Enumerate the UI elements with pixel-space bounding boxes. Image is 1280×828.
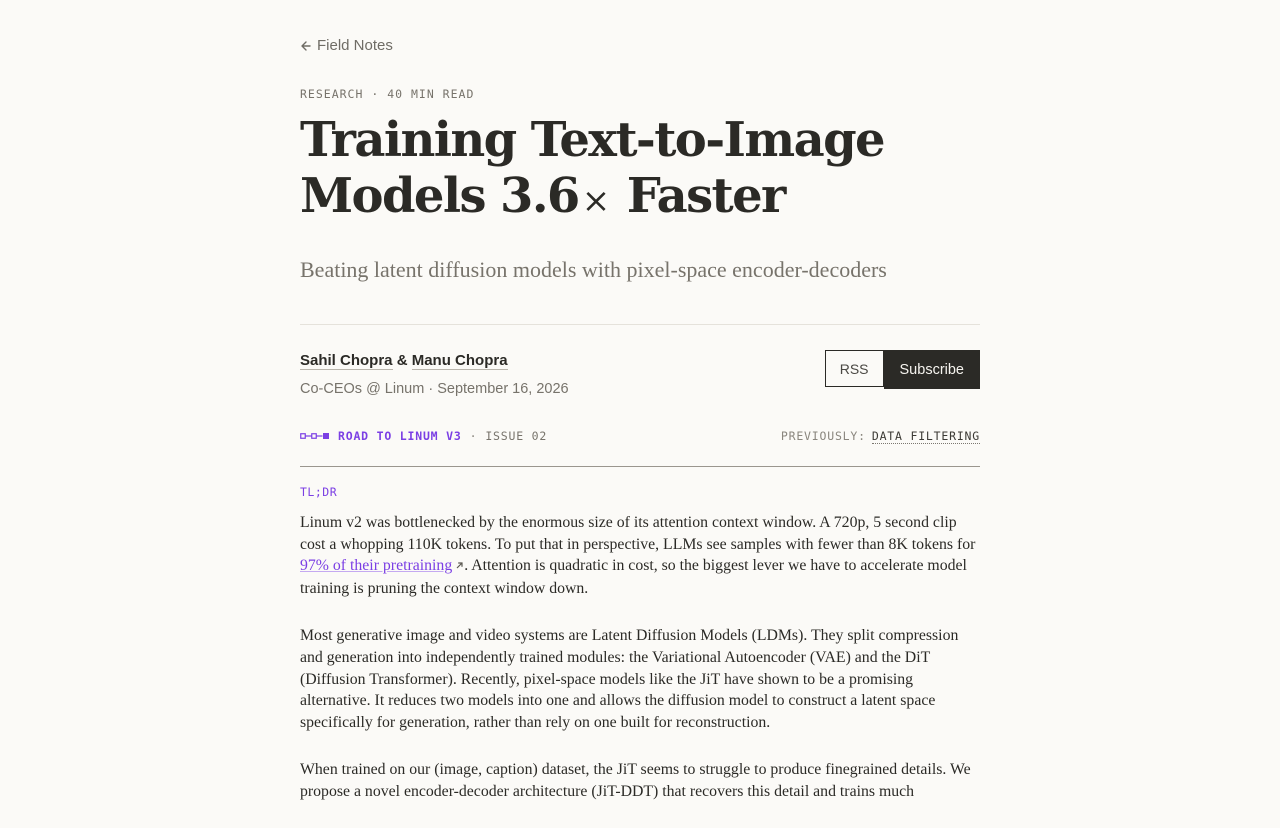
author-joiner: & [396,352,408,369]
paragraph-text: Linum v2 was bottlenecked by the enormous size of its attention context window. A 720p, 5 second clip cost a whopping 110K tokens. To put that in perspective, LLMs see samples with fewer than 8K tokens for [300,514,976,553]
byline-meta [300,381,569,397]
previously [781,429,980,444]
external-link-icon [455,559,464,573]
paragraph: Most generative image and video systems are Latent Diffusion Models (LDMs). They split compression and generation into independently trained modules: the Variational Autoencoder (VAE) and the DiT (Diffusion Transformer). Recently, pixel-space models like the JiT have shown to be a promising alternative. It reduces two models into one and allows the diffusion model to construct a latent space specifically for generation, rather than rely on one built for reconstruction. [300,627,959,732]
back-link-label: Field Notes [317,37,393,54]
kicker-separator: · [371,87,380,101]
arrow-left-icon [300,40,312,52]
issue-number: ISSUE 02 [485,429,548,443]
previously-label: PREVIOUSLY: [780,429,866,443]
publish-date: September 16, 2026 [437,381,569,397]
page-subtitle: Beating latent diffusion models with pixel-space encoder-decoders [300,257,887,282]
series-track-icon [300,429,330,443]
paragraph: When trained on our (image, caption) dataset, the JiT seems to struggle to produce finegrained details. We propose a novel encoder-decoder architecture (JiT-DDT) that recovers this detail and trains much [300,761,971,801]
tldr-body [300,512,980,828]
series-info [300,429,547,443]
divider [300,324,980,325]
previous-issue-link[interactable]: DATA FILTERING [871,429,980,443]
authors [300,352,508,369]
subscribe-button[interactable]: Subscribe [884,350,980,389]
section-divider [300,466,980,467]
read-time: 40 MIN READ [387,87,475,101]
page-title [300,112,980,229]
paragraph [300,512,980,600]
title-line-1: Training Text-to-Image [300,112,884,168]
author-link-manu[interactable]: Manu Chopra [411,352,508,369]
title-line-2-prefix: Models 3.6 [300,168,579,224]
title-line-2-suffix: Faster [611,168,785,224]
author-link-sahil[interactable]: Sahil Chopra [300,352,393,369]
times-symbol: × [581,181,609,221]
author-role: Co-CEOs @ Linum [300,381,425,397]
rss-button[interactable]: RSS [825,350,884,387]
tldr-label: TL;DR [300,485,338,499]
article-kicker [300,87,474,101]
back-link[interactable] [300,37,393,54]
series-name-link[interactable]: ROAD TO LINUM V3 [338,429,462,443]
pretraining-link[interactable]: 97% of their pretraining [300,557,453,575]
category-label: RESEARCH [300,87,364,101]
action-buttons [825,350,980,389]
paragraph-text: . Attention is quadratic in cost, so the biggest lever we have to accelerate model training is pruning the context window down. [300,557,967,598]
series-separator: · [469,429,478,443]
meta-separator: · [428,381,434,397]
